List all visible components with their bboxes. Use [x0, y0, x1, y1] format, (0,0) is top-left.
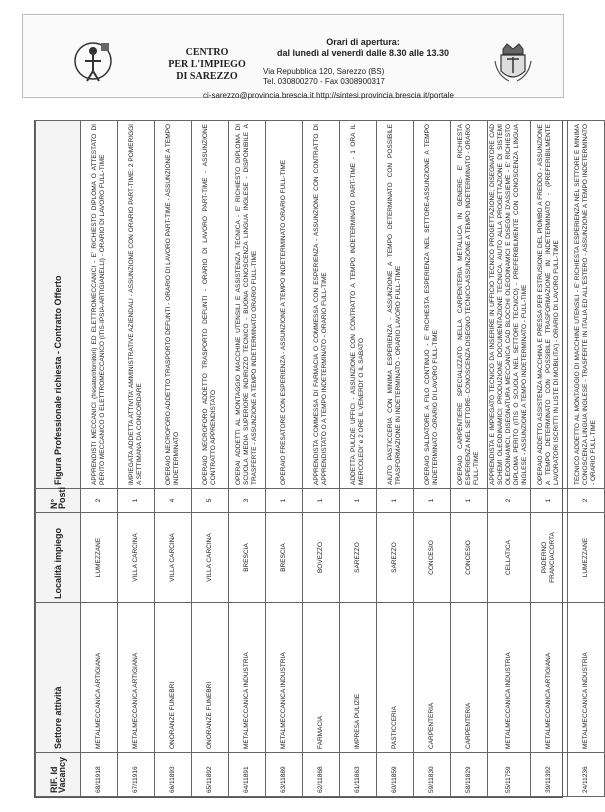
cell-figura: IMPIEGATA ADDETTA ATTIVITA' AMMINISTRATIVE AZIENDALI - ASSUNZIONE CON ORARIO PART-TIME: 2 POMERIGGI A SETTIMANA DA CONCORDARE — [118, 121, 155, 489]
cell-posti: 1 — [266, 489, 303, 513]
cell-localita: LUMEZZANE — [568, 513, 605, 603]
cell-id: 60/11859 — [377, 753, 414, 797]
cell-id: 58/11829 — [451, 753, 488, 797]
cell-posti: 1 — [118, 489, 155, 513]
provincia-coat-of-arms-icon — [493, 41, 533, 87]
vacancy-table-sheet — [34, 120, 597, 798]
cell-posti: 1 — [451, 489, 488, 513]
centro-impiego-title — [151, 47, 263, 83]
cell-figura: APPRENDISTA COMMESSA DI FARMACIA O COMMESSA CON ESPERIENZA - ASSUNZIONE CON CONTRATTO DI APPRENDISTATO O A TEMPO INDETERMINATO - ORARIO FULL-TIME — [303, 121, 340, 489]
cell-settore: METALMECCANICA ARTIGIANA — [81, 603, 118, 753]
cell-posti: 2 — [568, 489, 605, 513]
cell-figura: OPERAI ADDETTI AL MONTAGGIO MACCHINE UTENSILI E ASSISTENZA TECNICA - E' RICHIESTO DIPLOMA DI SCUOLA MEDIA SUPERIORE INDIRIZZO TECNICO - BUONA CONOSCENZA LINGUA INGLESE - DISPONIBILE A TRASFERTE - ASSUNZIONE A TEMPO INDETERMINATO ORARIO FULL-TIME — [229, 121, 266, 489]
cell-figura: OPERAIO NECROFORO ADDETTO TRASPORTO DEFUNTI - ORARIO DI LAVORO PART-TIME - ASSUNZIONE CONTRATTO APPRENDISTATO — [192, 121, 229, 489]
table-row — [377, 121, 414, 797]
table-row — [229, 121, 266, 797]
cell-settore: METALMECCANICA INDUSTRIA — [568, 603, 605, 753]
cell-figura: ADDETTA PULIZIE UFFICI - ASSUNZIONE CON CONTRATTO A TEMPO INDETERMINATO PART-TIME - 1 ORA IL MERCOLEDI' e 2 ORE IL VENERDI' O IL SABATO — [340, 121, 377, 489]
cell-localita: VILLA CARCINA — [155, 513, 192, 603]
cell-figura: TECNICO ADDETTO AL MONTAGGIO DI MACCHINE UTENSILI - E' RICHIESTA ESPERIENZA NEL SETTORE E MINIMA CONOSCENZA LINGUA INGLESE - TRASFERTE IN ITALIA ED ALL'ESTERO - ASSUNZIONE A TEMPO INDETERMINATO - ORARIO FULL-TIME — [568, 121, 605, 489]
cell-posti: 4 — [155, 489, 192, 513]
cell-id: 64/11891 — [229, 753, 266, 797]
cell-settore: ONORANZE FUNEBRI — [155, 603, 192, 753]
table-row — [118, 121, 155, 797]
opening-hours — [263, 37, 463, 59]
cell-figura: AIUTO PASTICCERIA CON MINIMA ESPERIENZA - ASSUNZIONE A TEMPO DETERMINATO CON POSSIBILE TRASFORMAZIONE IN INDETERMINATO - ORARIO LAVORO FULL-TIME — [377, 121, 414, 489]
cell-settore: ONORANZE FUNEBRI — [192, 603, 229, 753]
cell-settore: CARPENTERIA — [451, 603, 488, 753]
cell-localita: BRESCIA — [266, 513, 303, 603]
cell-localita: CELLATICA — [488, 513, 531, 603]
cell-id: 55/11759 — [488, 753, 531, 797]
cell-settore: METALMECCANICA ARTIGIANA — [118, 603, 155, 753]
cell-id: 62/11868 — [303, 753, 340, 797]
cell-settore: METALMECCANICA INDUSTRIA — [488, 603, 531, 753]
vacancy-table — [35, 120, 605, 797]
table-row — [488, 121, 531, 797]
cell-settore: FARMACIA — [303, 603, 340, 753]
cell-localita: SAREZZO — [340, 513, 377, 603]
cell-posti: 1 — [377, 489, 414, 513]
cell-localita: BRESCIA — [229, 513, 266, 603]
table-row — [81, 121, 118, 797]
table-row — [303, 121, 340, 797]
cell-settore: METALMECCANICA ARTIGIANA — [531, 603, 568, 753]
opening-hours-title: Orari di apertura: — [326, 37, 400, 47]
cell-figura: OPERAIO NECROFORO ADDETTO TRASPORTO DEFUNTI - ORARIO DI LAVORO PART-TIME - ASSUNZIONE A TEMPO INDETERMINATO — [155, 121, 192, 489]
cell-posti: 3 — [229, 489, 266, 513]
table-row — [266, 121, 303, 797]
cell-settore: IMPRESA PULIZIE — [340, 603, 377, 753]
cell-settore: METALMECCANICA INDUSTRIA — [266, 603, 303, 753]
centro-line-3: DI SAREZZO — [176, 71, 238, 82]
col-header-posti: N° Posti — [36, 489, 81, 513]
cell-posti: 1 — [340, 489, 377, 513]
cell-figura: OPERAIO SALDATORE A FILO CONTINUO - E' RICHIESTA ESPERIENZA NEL SETTORE-ASSUNZIONE A TEMPO INDETERMINATO -ORARIO DI LAVORO FULL-TIME — [414, 121, 451, 489]
table-row — [531, 121, 568, 797]
table-row — [568, 121, 605, 797]
contact-links: ci-sarezzo@provincia.brescia.it http://sintesi.provincia.brescia.it/portale — [203, 91, 454, 100]
cell-figura: OPERAIO FRESATORE CON ESPERIENZA - ASSUNZIONE A TEMPO INDETERMINATO ORARIO FULL-TIME — [266, 121, 303, 489]
cell-posti: 1 — [531, 489, 568, 513]
cell-posti: 2 — [488, 489, 531, 513]
address: Via Repubblica 120, Sarezzo (BS) — [263, 67, 385, 76]
cell-settore: PASTICCERIA — [377, 603, 414, 753]
table-row — [192, 121, 229, 797]
cell-posti: 2 — [81, 489, 118, 513]
cell-localita: VILLA CARCINA — [118, 513, 155, 603]
cell-id: 67/11916 — [118, 753, 155, 797]
cell-localita: CONCESIO — [451, 513, 488, 603]
cell-localita: BOVEZZO — [303, 513, 340, 603]
cell-id: 65/11892 — [192, 753, 229, 797]
table-row — [340, 121, 377, 797]
cell-posti: 5 — [192, 489, 229, 513]
table-row — [451, 121, 488, 797]
table-row — [414, 121, 451, 797]
page-header — [22, 14, 564, 98]
cell-id: 68/11918 — [81, 753, 118, 797]
centro-line-1: CENTRO — [185, 47, 229, 58]
phone-fax: Tel. 030800270 - Fax 0308900317 — [263, 77, 385, 86]
table-row — [155, 121, 192, 797]
centro-impiego-logo-icon — [71, 37, 115, 89]
cell-localita: SAREZZO — [377, 513, 414, 603]
col-header-id: RIF. Id Vacancy — [36, 753, 81, 797]
cell-localita: LUMEZZANE — [81, 513, 118, 603]
centro-line-2: PER L'IMPIEGO — [168, 59, 246, 70]
cell-id: 39/11392 — [531, 753, 568, 797]
cell-settore: CARPENTERIA — [414, 603, 451, 753]
cell-figura: APPRENDISTI MECCANICI (fresatori/tornitori) ED ELETTROMECCANICI - E' RICHIESTO DIPLOMA O ATTESTATO DI PERITO MECCANICO O ELETTROMECCANICO (ITIS-IPSIA-ARTIGIANELLI) - ORARIO DI LAVORO FULL-TIME — [81, 121, 118, 489]
col-header-settore: Settore attività — [36, 603, 81, 753]
cell-figura: OPERAIO ADDETTO ASSISTENZA MACCHINA E PRESSA PER ESTRUSIONE DEL PIOMBO A FREDDO - ASSUNZIONE A TEMPO DETERMINATO CON POSSIBILE TRASFORMAZIONE IN INDETERMINATO - (PREFERIBILMENTE LAVORATORI ISCRITTI IN LISTE DI MOBILITA') - ORARIO DI LAVORO FULL-TIME — [531, 121, 568, 489]
address-block — [263, 67, 385, 87]
cell-posti: 1 — [414, 489, 451, 513]
table-header-row — [36, 121, 81, 797]
cell-id: 66/11893 — [155, 753, 192, 797]
cell-localita: PADERNO FRANCIACORTA — [531, 513, 568, 603]
col-header-localita: Località impiego — [36, 513, 81, 603]
opening-hours-text: dal lunedì al venerdì dalle 8.30 alle 13.30 — [276, 48, 450, 58]
cell-posti: 1 — [303, 489, 340, 513]
rotated-table-wrapper — [35, 121, 597, 797]
cell-figura: APPRENDISTA E IMPIEGATO TECNICO DA INSERIRE IN UFFICIO TECNICO PROGETTAZIONE; DISEGNATORE CAD SCHEMI OLEODINAMICI; PRODUZIONE DOCUMENTAZIONE TECNICA. AIUTO ALLA PROGETTAZIONE DI SISTEMI OLEODINAMICI, DISEGNATURA MECCANICA CAD BLOCCHI OLEODINAMICI E DISEGNI D'ASSIEME - E' RICHIESTO DIPLOMA PERITO (ITIS O SCUOLA NEL SETTORE TECNICO) - PREFERIBILMENTE CON CONOSCENZA LINGUA INGLESE - ASSUNZIONE A TEMPO INDETERMINATO - FULL-TIME — [488, 121, 531, 489]
cell-localita: VILLA CARCINA — [192, 513, 229, 603]
cell-figura: OPERAIO CARPENTIERE SPECIALIZZATO NELLA CARPENTERIA METALLICA IN GENERE- E' RICHIESTA ESPERIENZA NEL SETTORE- CONOSCENZA DISEGNO TECNICO-ASSUNZIONE A TEMPO INDETERMINATO - ORARIO FULL-TIME — [451, 121, 488, 489]
cell-id: 61/11863 — [340, 753, 377, 797]
cell-id: 63/11889 — [266, 753, 303, 797]
cell-id: 59/11830 — [414, 753, 451, 797]
col-header-figura: Figura Professionale richiesta - Contratto Offerto — [36, 121, 81, 489]
cell-id: 24/11236 — [568, 753, 605, 797]
cell-localita: CONCESIO — [414, 513, 451, 603]
cell-settore: METALMECCANICA INDUSTRIA — [229, 603, 266, 753]
